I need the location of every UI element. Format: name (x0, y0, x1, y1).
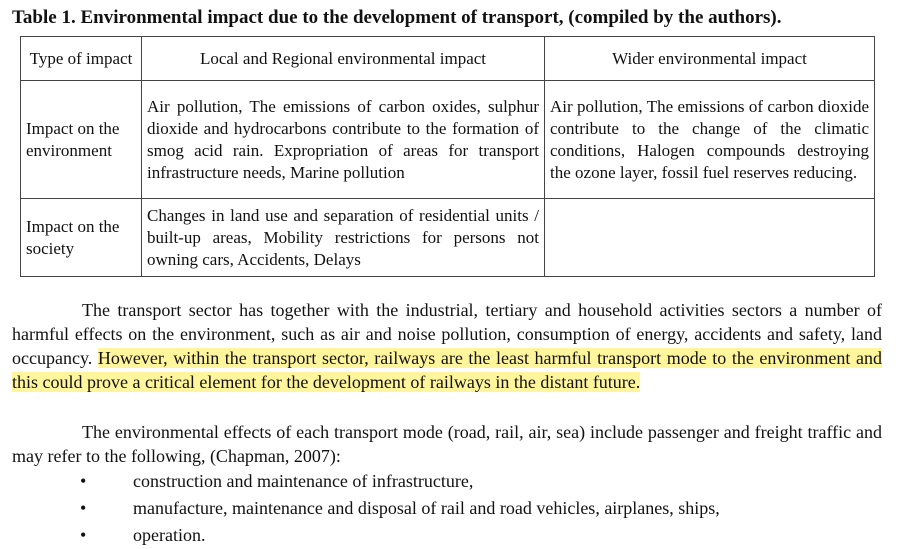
effects-bullet-list (12, 468, 882, 549)
list-item (12, 468, 882, 495)
paragraph-transport-modes: The environmental effects of each transport mode (road, rail, air, sea) include passenger and freight traffic and may refer to the following, (Chapman, 2007): (12, 422, 882, 466)
bullet-icon: • (80, 498, 87, 518)
bullet-icon: • (80, 471, 87, 491)
list-item-text: operation. (133, 525, 206, 545)
cell-wider-environment: Air pollution, The emissions of carbon dioxide contribute to the change of the climatic conditions, Halogen compounds destroying the ozone layer, fossil fuel reserves reducing. (545, 81, 875, 199)
cell-local-environment: Air pollution, The emissions of carbon oxides, sulphur dioxide and hydrocarbons contribute to the formation of smog acid rain. Expropriation of areas for transport infrastructure needs, Marine pollution (142, 81, 545, 199)
list-item (12, 495, 882, 522)
table-row (21, 199, 875, 277)
row-label-environment: Impact on the environment (21, 81, 142, 199)
table-header-row (21, 37, 875, 81)
paragraph-plain-text: The transport sector has together with the industrial, tertiary and household activities sectors a number of harmful effects on the environment, such as air and noise pollution, consumption of energy, accidents and safety, land occupancy. (12, 300, 882, 368)
impact-table (20, 36, 875, 277)
header-local-regional: Local and Regional environmental impact (142, 37, 545, 81)
bullet-icon: • (80, 525, 87, 545)
list-item-text: manufacture, maintenance and disposal of rail and road vehicles, airplanes, ships, (133, 498, 720, 518)
cell-local-society: Changes in land use and separation of residential units / built-up areas, Mobility restrictions for persons not owning cars, Accidents, Delays (142, 199, 545, 277)
table-row (21, 81, 875, 199)
header-type-of-impact: Type of impact (21, 37, 142, 81)
highlighted-text: However, within the transport sector, railways are the least harmful transport mode to the environment and this could prove a critical element for the development of railways in the distant future. (12, 348, 882, 392)
row-label-society: Impact on the society (21, 199, 142, 277)
paragraph-harmful-effects (12, 298, 882, 394)
table-caption: Table 1. Environmental impact due to the development of transport, (compiled by the authors). (12, 7, 782, 28)
cell-wider-society (545, 199, 875, 277)
list-item (12, 522, 882, 549)
header-wider: Wider environmental impact (545, 37, 875, 81)
list-item-text: construction and maintenance of infrastructure, (133, 471, 474, 491)
